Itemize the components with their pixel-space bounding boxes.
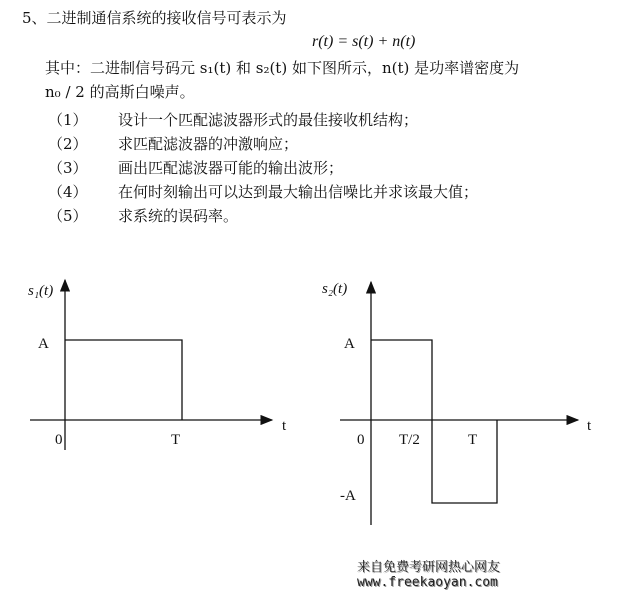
waveform-s2 xyxy=(371,340,497,503)
item-text: 求系统的误码率。 xyxy=(118,207,239,225)
figure-s1 xyxy=(28,280,287,450)
item-number: （3） xyxy=(48,159,88,177)
item-number: （2） xyxy=(48,135,88,153)
item-text: 在何时刻输出可以达到最大输出信噪比并求该最大值； xyxy=(118,183,479,201)
watermark: 来自免费考研网热心网友www.freekaoyan.com xyxy=(357,560,501,590)
tick-T: T xyxy=(468,432,478,448)
waveform-s1 xyxy=(65,340,182,420)
problem-heading: 5、二进制通信系统的接收信号可表示为 xyxy=(22,9,287,27)
item-text: 求匹配滤波器的冲激响应； xyxy=(118,135,299,153)
amplitude-label: A xyxy=(38,336,49,352)
description-line-1: 其中：二进制信号码元 s₁(t) 和 s₂(t) 如下图所示，n(t) 是功率谱密度为 xyxy=(45,59,520,77)
description-line-2: n₀ / 2 的高斯白噪声。 xyxy=(45,83,195,101)
y-axis-label: s₂(t) xyxy=(322,281,348,297)
item-text: 画出匹配滤波器可能的输出波形； xyxy=(118,159,344,177)
item-number: （1） xyxy=(48,111,88,129)
negative-amplitude-label: -A xyxy=(340,488,356,504)
tick-half-T: T/2 xyxy=(399,432,420,448)
formula: r(t) = s(t) + n(t) xyxy=(312,33,416,50)
y-axis-label: s₁(t) xyxy=(28,283,54,299)
item-text: 设计一个匹配滤波器形式的最佳接收机结构； xyxy=(118,111,419,129)
figure-s2 xyxy=(322,281,592,525)
tick-T: T xyxy=(171,432,181,448)
amplitude-label: A xyxy=(344,336,355,352)
item-number: （4） xyxy=(48,183,88,201)
origin-label: 0 xyxy=(55,432,63,448)
origin-label: 0 xyxy=(357,432,365,448)
x-axis-label: t xyxy=(282,418,287,434)
item-number: （5） xyxy=(48,207,88,225)
x-axis-label: t xyxy=(587,418,592,434)
